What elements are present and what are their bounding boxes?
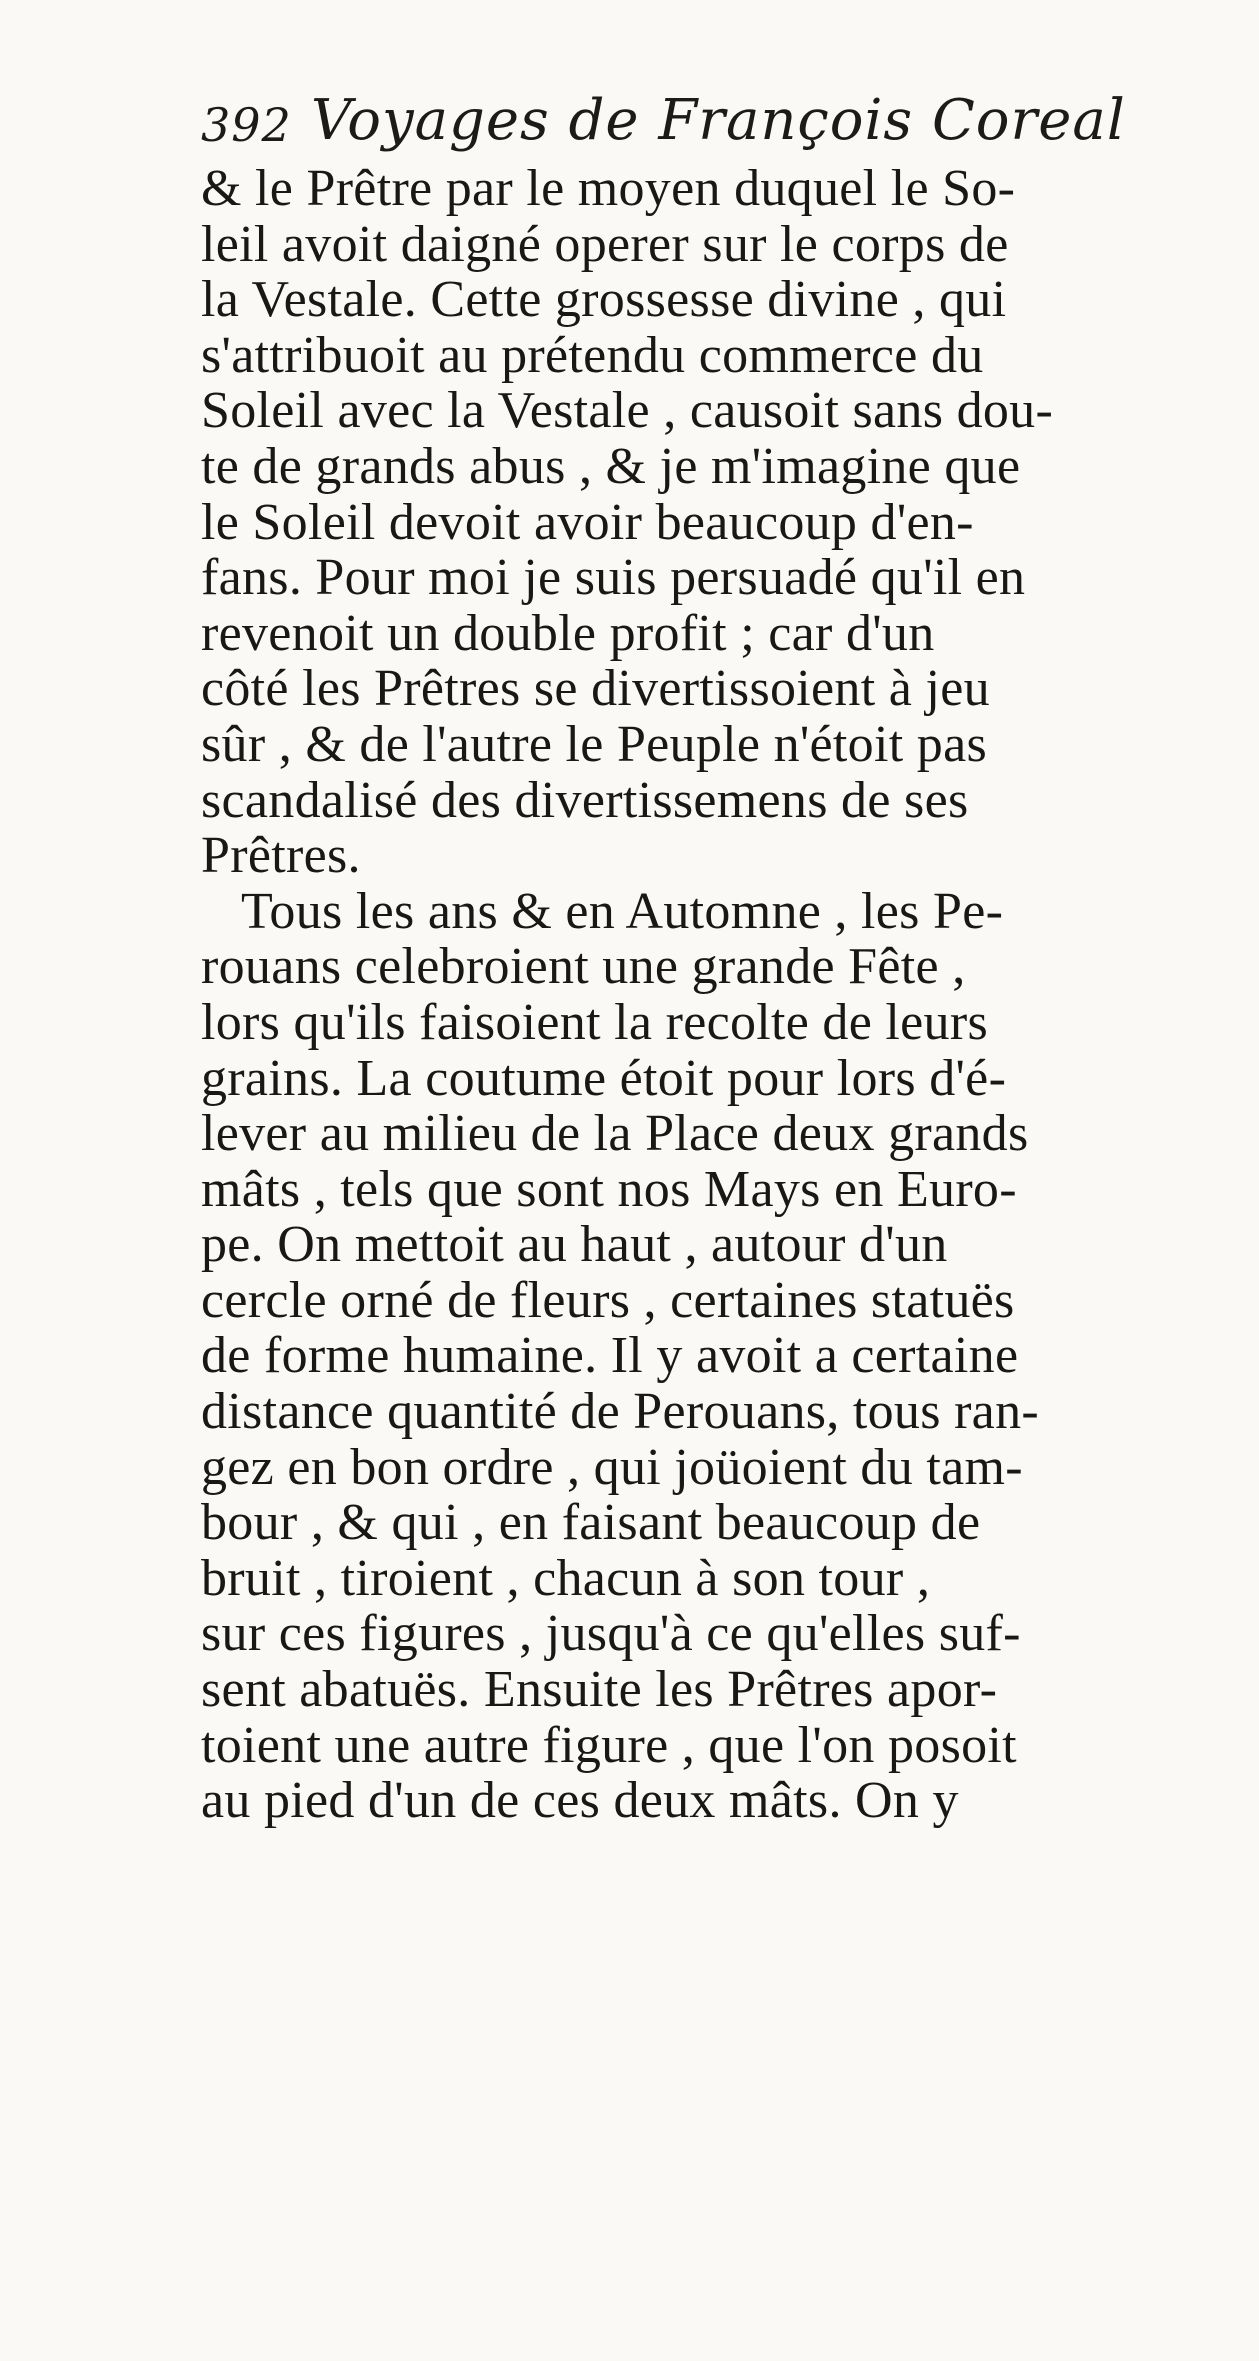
text-line: distance quantité de Perouans, tous ran- bbox=[201, 1383, 1039, 1441]
text-line: fans. Pour moi je suis persuadé qu'il en bbox=[201, 549, 1026, 607]
text-line: mâts , tels que sont nos Mays en Euro- bbox=[201, 1160, 1017, 1218]
text-line: grains. La coutume étoit pour lors d'é- bbox=[201, 1049, 1007, 1107]
text-line: s'attribuoit au prétendu commerce du bbox=[201, 326, 984, 384]
text-line: toient une autre figure , que l'on posoit bbox=[201, 1716, 1017, 1774]
text-line: Tous les ans & en Automne , les Pe- bbox=[241, 882, 1004, 940]
page-number: 392 bbox=[201, 98, 292, 152]
text-line: lever au milieu de la Place deux grands bbox=[201, 1105, 1029, 1163]
text-line: sent abatuës. Ensuite les Prêtres apor- bbox=[201, 1661, 998, 1719]
text-line: côté les Prêtres se divertissoient à jeu bbox=[201, 660, 990, 718]
text-line: revenoit un double profit ; car d'un bbox=[201, 604, 935, 662]
text-line: de forme humaine. Il y avoit a certaine bbox=[201, 1327, 1019, 1385]
text-line: rouans celebroient une grande Fête , bbox=[201, 938, 966, 996]
text-line: sûr , & de l'autre le Peuple n'étoit pas bbox=[201, 715, 987, 773]
text-line: le Soleil devoit avoir beaucoup d'en- bbox=[201, 493, 974, 551]
text-line: pe. On mettoit au haut , autour d'un bbox=[201, 1216, 948, 1274]
text-line: gez en bon ordre , qui joüoient du tam- bbox=[201, 1438, 1023, 1496]
text-line: te de grands abus , & je m'imagine que bbox=[201, 437, 1021, 495]
text-line: cercle orné de fleurs , certaines statuës bbox=[201, 1271, 1015, 1329]
text-line: lors qu'ils faisoient la recolte de leurs bbox=[201, 993, 988, 1051]
text-line: bruit , tiroient , chacun à son tour , bbox=[201, 1549, 931, 1607]
text-line: la Vestale. Cette grossesse divine , qui bbox=[201, 271, 1007, 329]
page-header bbox=[201, 88, 1126, 158]
text-line: sur ces figures , jusqu'à ce qu'elles suf- bbox=[201, 1605, 1021, 1663]
text-line: Soleil avec la Vestale , causoit sans dou- bbox=[201, 382, 1054, 440]
text-line: Prêtres. bbox=[201, 827, 361, 885]
text-line: scandalisé des divertissemens de ses bbox=[201, 771, 969, 829]
running-title: Voyages de François Coreal bbox=[311, 88, 1126, 153]
text-line: leil avoit daigné operer sur le corps de bbox=[201, 215, 1009, 273]
text-line: au pied d'un de ces deux mâts. On y bbox=[201, 1772, 959, 1830]
body-text bbox=[201, 161, 1201, 1829]
text-line: & le Prêtre par le moyen duquel le So- bbox=[201, 160, 1016, 217]
text-line: bour , & qui , en faisant beaucoup de bbox=[201, 1494, 981, 1552]
